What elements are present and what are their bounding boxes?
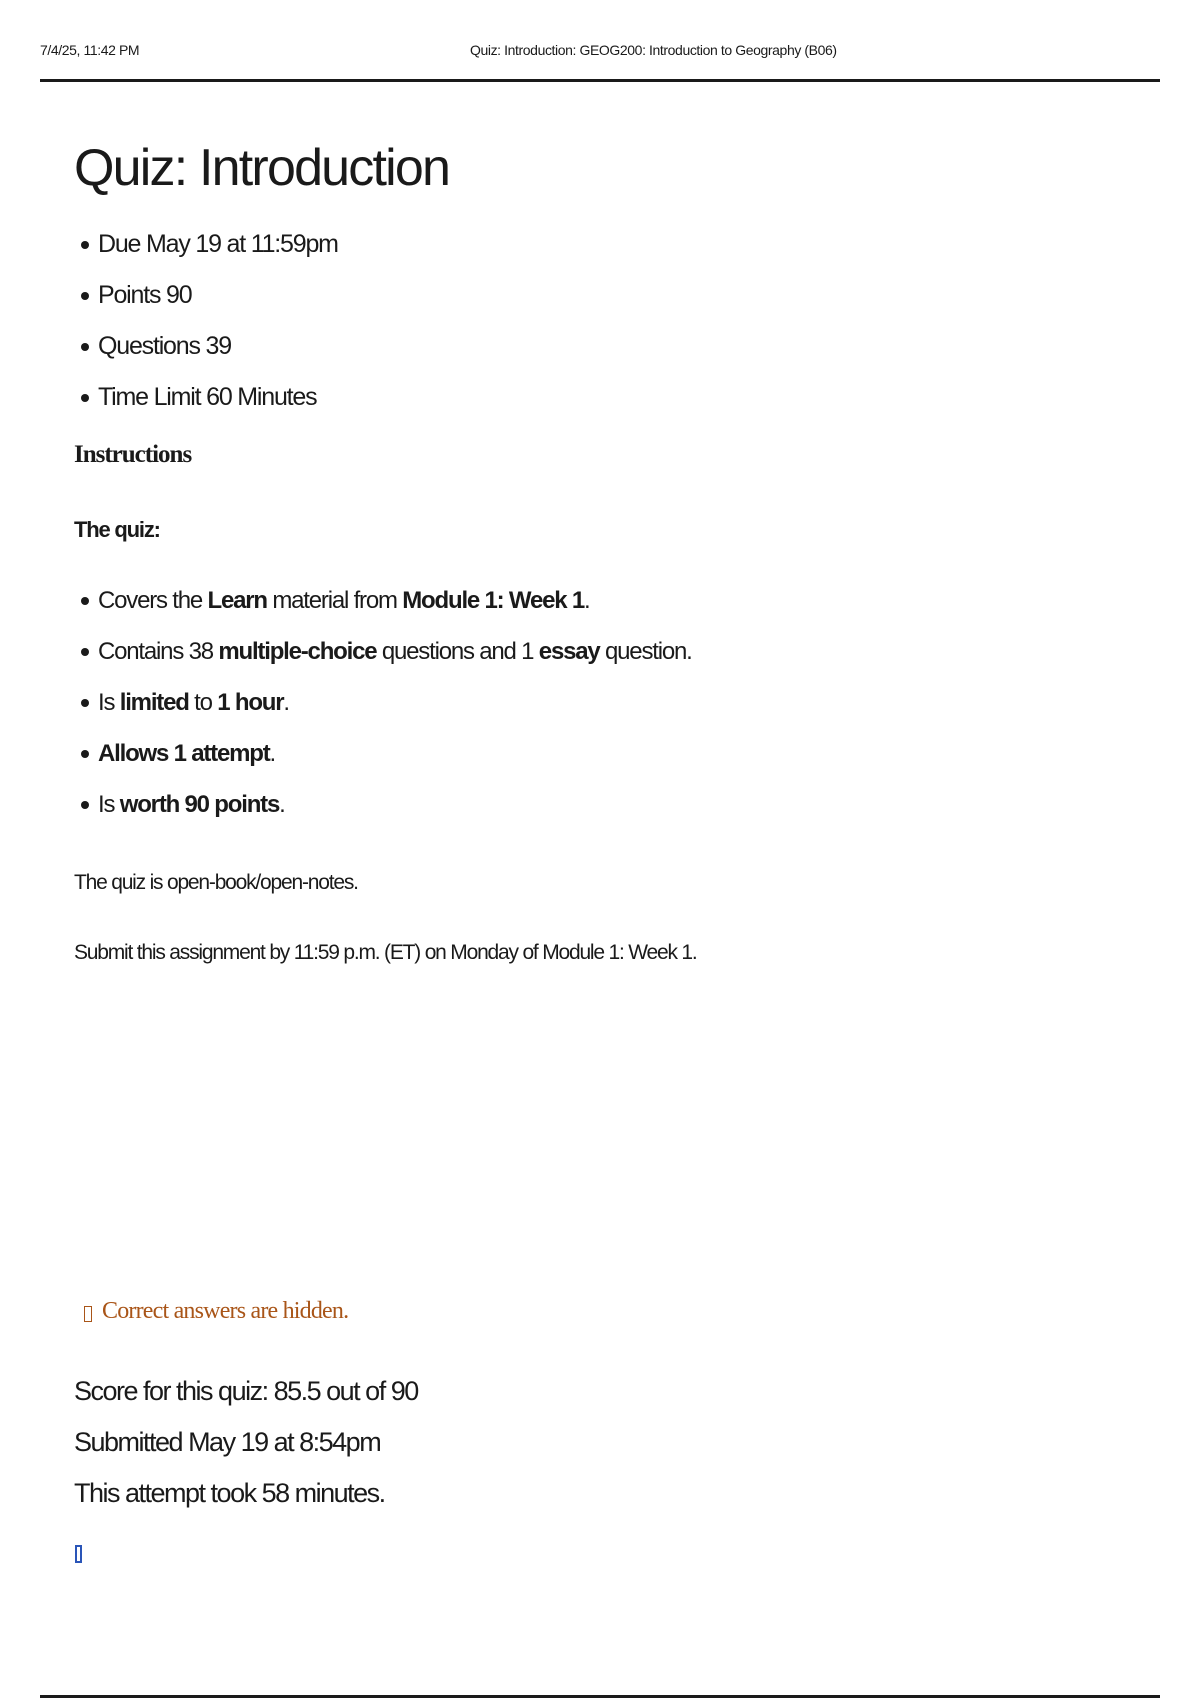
print-date: 7/4/25, 11:42 PM [40,42,140,58]
instruction-item [74,779,1114,830]
instruction-text: . [279,791,285,819]
instruction-text: . [269,740,275,768]
instruction-bold: worth 90 points [119,791,280,819]
instruction-bold: Allows 1 attempt [98,740,270,768]
warning-icon [84,1306,92,1322]
instruction-item [74,677,1114,728]
instruction-bold: multiple-choice [218,638,377,666]
instruction-text: Is [98,689,120,717]
detail-time-limit [74,372,1114,423]
instruction-text: . [584,587,590,615]
open-book-note: The quiz is open-book/open-notes. [74,871,358,895]
correct-answers-hidden-notice [84,1298,348,1325]
instruction-text: . [283,689,289,717]
score-text: Score for this quiz: 85.5 out of 90 [74,1376,418,1406]
detail-label: Points [98,281,161,310]
detail-label: Time Limit [98,383,201,412]
attempt-duration-text: This attempt took 58 minutes. [74,1478,385,1508]
instruction-text: Contains 38 [98,638,219,666]
submitted-text: Submitted May 19 at 8:54pm [74,1427,381,1457]
bottom-divider [40,1695,1160,1698]
quiz-details-list [74,219,1114,423]
instruction-text: question. [599,638,692,666]
print-page-title: Quiz: Introduction: GEOG200: Introduction to Geography (B06) [470,42,837,58]
instruction-bold: Learn [207,587,267,615]
instructions-heading: Instructions [74,441,192,469]
instruction-bold: 1 hour [217,689,284,717]
page-title: Quiz: Introduction [74,139,450,197]
print-header [40,36,1160,82]
instruction-text: to [188,689,218,717]
instruction-text: material from [266,587,403,615]
notice-text: Correct answers are hidden. [102,1298,349,1324]
detail-questions [74,321,1114,372]
instruction-bold: essay [538,638,600,666]
submit-deadline-note: Submit this assignment by 11:59 p.m. (ET) on Monday of Module 1: Week 1. [74,941,697,965]
detail-value: 90 [166,281,192,310]
detail-value: May 19 at 11:59pm [146,230,338,259]
quiz-subheading: The quiz: [74,517,160,543]
instruction-item [74,728,1114,779]
quiz-content [74,140,1114,968]
instruction-bold: limited [119,689,189,717]
info-icon [75,1545,82,1563]
quiz-results [74,1366,418,1519]
detail-due [74,219,1114,270]
instructions-list [74,575,1114,830]
detail-value: 39 [205,332,231,361]
detail-points [74,270,1114,321]
instruction-text: questions and 1 [376,638,539,666]
detail-value: 60 Minutes [206,383,317,412]
instruction-item [74,626,1114,677]
instruction-item [74,575,1114,626]
instruction-text: Covers the [98,587,208,615]
instruction-bold: Module 1: Week 1 [402,587,585,615]
detail-label: Due [98,230,141,259]
instruction-text: Is [98,791,120,819]
detail-label: Questions [98,332,200,361]
